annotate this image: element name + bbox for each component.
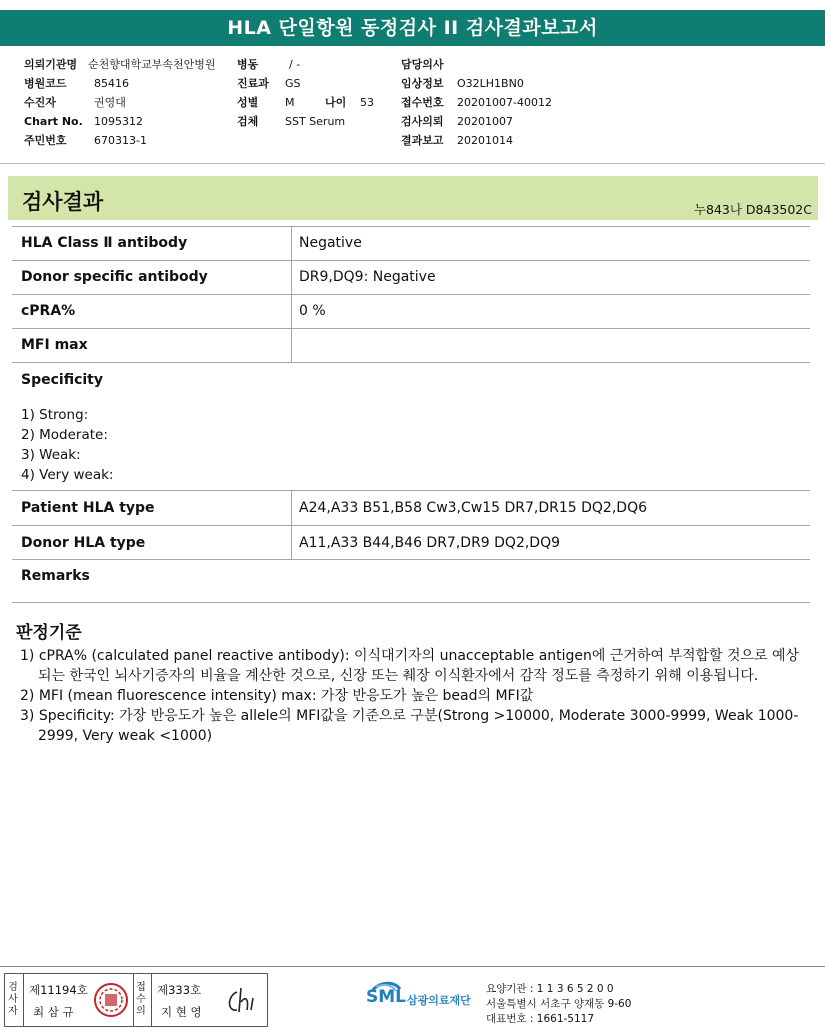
ward-value: / -	[289, 58, 301, 71]
phone: 대표번호 : 1661-5117	[486, 1013, 595, 1025]
list-item: 1) cPRA% (calculated panel reactive antibody): 이식대기자의 unacceptable antigen에 근거하여 부적합할 것으로 예상되는 한국인 뇌사기증자의 비율을 계산한 것으로, 신장 또는 췌장 이식환자에서 감작 정도를 측정하기 위해 이용됩니다.	[20, 648, 800, 684]
row-value: 0 %	[299, 303, 326, 319]
department-label: 진료과	[237, 77, 269, 90]
row-label: cPRA%	[21, 303, 76, 319]
institution-label: 의뢰기관명	[24, 58, 78, 71]
seal-icon	[93, 982, 129, 1018]
age-value: 53	[360, 96, 374, 109]
list-item: 2) MFI (mean fluorescence intensity) max: 가장 반응도가 높은 bead의 MFI값	[20, 688, 534, 704]
report-date-value: 20201014	[457, 134, 513, 147]
patient-value: 권영대	[94, 96, 126, 109]
row-value: A24,A33 B51,B58 Cw3,Cw15 DR7,DR15 DQ2,DQ6	[299, 500, 647, 516]
header-divider	[0, 163, 825, 164]
clinical-info-value: O32LH1BN0	[457, 77, 524, 90]
criteria-list	[20, 646, 806, 746]
report-title: HLA 단일항원 동정검사 II 검사결과보고서	[0, 10, 825, 46]
row-label: MFI max	[21, 337, 88, 353]
care-code: 요양기관 : 1 1 3 6 5 2 0 0	[486, 983, 614, 995]
patient-info	[0, 0, 825, 160]
list-item: 2) Moderate:	[21, 427, 108, 443]
org-abbr: SML	[366, 987, 406, 1007]
column-divider	[291, 329, 292, 362]
specificity-section	[12, 363, 810, 491]
column-divider	[291, 491, 292, 525]
resident-no-label: 주민번호	[24, 134, 67, 147]
results-heading: 검사결과	[22, 190, 104, 214]
tester-license: 제11194호	[29, 983, 88, 997]
signature-box	[4, 973, 268, 1027]
results-code: 누843나 D843502C	[693, 202, 812, 217]
request-date-label: 검사의뢰	[401, 115, 444, 128]
remarks-label: Remarks	[21, 568, 90, 584]
confirmer-license: 제333호	[157, 983, 202, 997]
list-item: 1) Strong:	[21, 407, 89, 423]
table-row	[12, 227, 810, 261]
doctor-label: 담당의사	[401, 58, 444, 71]
sex-value: M	[285, 96, 295, 109]
row-label: Donor HLA type	[21, 535, 146, 551]
row-label: HLA Class Ⅱ antibody	[21, 235, 188, 251]
table-row	[12, 261, 810, 295]
request-date-value: 20201007	[457, 115, 513, 128]
hospital-code-label: 병원코드	[24, 77, 67, 90]
footer	[0, 966, 825, 1027]
results-heading-bar	[8, 176, 818, 220]
patient-label: 수진자	[24, 96, 56, 109]
column-divider	[291, 261, 292, 294]
specificity-list	[21, 405, 113, 485]
row-label: Donor specific antibody	[21, 269, 208, 285]
specificity-label: Specificity	[21, 372, 103, 388]
signature-icon	[223, 984, 263, 1018]
resident-no-value: 670313-1	[94, 134, 147, 147]
address: 서울특별시 서초구 양재동 9-60	[486, 998, 632, 1010]
institution-value: 순천향대학교부속천안병원	[88, 58, 216, 71]
table-row	[12, 295, 810, 329]
row-value: Negative	[299, 235, 362, 251]
results-table	[12, 226, 810, 603]
specimen-label: 검체	[237, 115, 259, 128]
confirmer-name: 지 현 영	[161, 1005, 202, 1019]
list-item: 3) Weak:	[21, 447, 81, 463]
column-divider	[291, 295, 292, 328]
receipt-no-label: 접수번호	[401, 96, 444, 109]
row-value: A11,A33 B44,B46 DR7,DR9 DQ2,DQ9	[299, 535, 561, 551]
receipt-no-value: 20201007-40012	[457, 96, 552, 109]
table-row	[12, 329, 810, 363]
clinical-info-label: 임상정보	[401, 77, 444, 90]
column-divider	[291, 526, 292, 559]
criteria-title: 판정기준	[16, 623, 82, 643]
age-label: 나이	[325, 96, 347, 109]
table-row	[12, 526, 810, 560]
ward-label: 병동	[237, 58, 259, 71]
row-label: Patient HLA type	[21, 500, 155, 516]
tester-name: 최 삼 규	[33, 1005, 74, 1019]
table-row	[12, 491, 810, 526]
row-value: DR9,DQ9: Negative	[299, 269, 436, 285]
column-divider	[291, 227, 292, 260]
report-date-label: 결과보고	[401, 134, 444, 147]
chart-no-value: 1095312	[94, 115, 143, 128]
org-name: 삼광의료재단	[407, 994, 471, 1007]
list-item: 3) Specificity: 가장 반응도가 높은 allele의 MFI값을 기준으로 구분(Strong >10000, Moderate 3000-9999, Weak 1000-2999, Very weak <1000)	[20, 708, 799, 744]
hospital-code-value: 85416	[94, 77, 129, 90]
chart-no-label: Chart No.	[24, 115, 83, 128]
sex-label: 성별	[237, 96, 259, 109]
remarks-section	[12, 560, 810, 603]
list-item: 4) Very weak:	[21, 467, 114, 483]
specimen-value: SST Serum	[285, 115, 346, 128]
confirmer-label: 접수의	[136, 982, 146, 1017]
tester-label: 검사자	[8, 982, 18, 1017]
department-value: GS	[285, 77, 301, 90]
